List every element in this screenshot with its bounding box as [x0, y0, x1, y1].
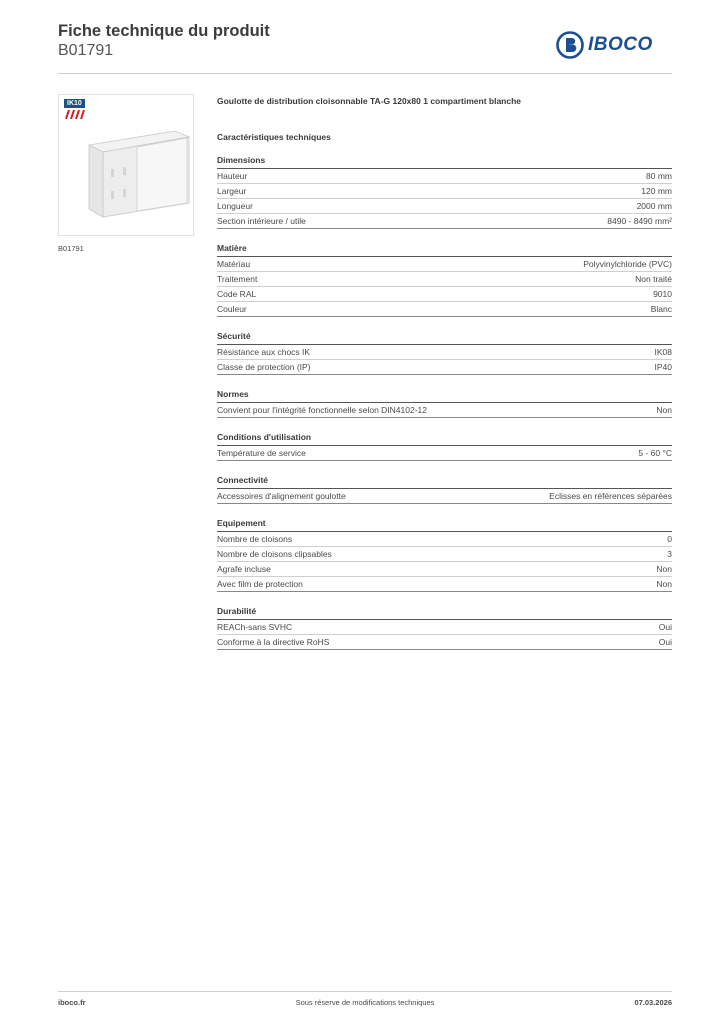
spec-label: Nombre de cloisons clipsables	[217, 549, 332, 559]
spec-value: Blanc	[650, 304, 672, 314]
section-title: Normes	[217, 389, 672, 403]
spec-label: Hauteur	[217, 171, 248, 181]
ik-badge: IK10	[64, 99, 85, 108]
spec-value: IK08	[654, 347, 672, 357]
spec-label: Longueur	[217, 201, 253, 211]
section-connectivity	[217, 475, 672, 504]
product-name: Goulotte de distribution cloisonnable TA-G 120x80 1 compartiment blanche	[217, 96, 522, 106]
section-title: Sécurité	[217, 331, 672, 345]
section-title: Matière	[217, 243, 672, 257]
spec-value: Non traité	[635, 274, 672, 284]
section-dimensions	[217, 155, 672, 229]
spec-row	[217, 620, 672, 635]
spec-row	[217, 635, 672, 650]
iboco-b-roundel-icon	[556, 31, 584, 59]
spec-row	[217, 302, 672, 317]
spec-sheet	[217, 95, 672, 650]
spec-row	[217, 287, 672, 302]
section-equipment	[217, 518, 672, 592]
section-title: Durabilité	[217, 606, 672, 620]
spec-value: Oui	[658, 637, 672, 647]
spec-label: Résistance aux chocs IK	[217, 347, 311, 357]
spec-label: Température de service	[217, 448, 306, 458]
spec-row	[217, 257, 672, 272]
spec-row	[217, 547, 672, 562]
product-image	[58, 94, 194, 236]
spec-label: Avec film de protection	[217, 579, 303, 589]
spec-row	[217, 214, 672, 229]
spec-label: Code RAL	[217, 289, 257, 299]
spec-value: 80 mm	[646, 171, 672, 181]
section-sustainability	[217, 606, 672, 650]
spec-label: Traitement	[217, 274, 258, 284]
header	[58, 22, 270, 60]
logo-wordmark: IBOCO	[588, 34, 653, 55]
spec-value: Oui	[658, 622, 672, 632]
spec-label: Section intérieure / utile	[217, 216, 306, 226]
spec-label: Convient pour l'intégrité fonctionnelle selon DIN4102-12	[217, 405, 428, 415]
spec-row	[217, 169, 672, 184]
spec-value: IP40	[654, 362, 672, 372]
spec-value: 2000 mm	[636, 201, 672, 211]
image-caption: B01791	[58, 244, 84, 253]
spec-row	[217, 199, 672, 214]
spec-label: Matériau	[217, 259, 251, 269]
tech-characteristics-heading: Caractéristiques techniques	[217, 132, 331, 142]
spec-label: Nombre de cloisons	[217, 534, 293, 544]
section-title: Conditions d'utilisation	[217, 432, 672, 446]
spec-row	[217, 489, 672, 504]
spec-label: Accessoires d'alignement goulotte	[217, 491, 346, 501]
spec-row	[217, 446, 672, 461]
spec-label: Couleur	[217, 304, 247, 314]
header-divider	[58, 73, 672, 74]
spec-row	[217, 403, 672, 418]
section-title: Connectivité	[217, 475, 672, 489]
spec-row	[217, 532, 672, 547]
footer-divider	[58, 991, 672, 992]
spec-label: Agrafe incluse	[217, 564, 271, 574]
section-material	[217, 243, 672, 317]
spec-row	[217, 562, 672, 577]
footer-website-link[interactable]: iboco.fr	[58, 998, 86, 1007]
spec-value: 5 - 60 °C	[638, 448, 672, 458]
spec-value: Eclisses en références séparées	[549, 491, 672, 501]
spec-value: Polyvinylchloride (PVC)	[583, 259, 672, 269]
section-title: Equipement	[217, 518, 672, 532]
iboco-logo	[556, 30, 676, 60]
section-title: Dimensions	[217, 155, 672, 169]
spec-label: Conforme à la directive RoHS	[217, 637, 330, 647]
spec-value: Non	[656, 564, 672, 574]
footer	[58, 998, 672, 1008]
spec-value: 9010	[653, 289, 672, 299]
section-safety	[217, 331, 672, 375]
footer-date: 07.03.2026	[634, 998, 672, 1007]
footer-disclaimer: Sous réserve de modifications techniques	[295, 998, 435, 1007]
spec-value: 120 mm	[641, 186, 672, 196]
spec-value: Non	[656, 405, 672, 415]
spec-row	[217, 184, 672, 199]
spec-row	[217, 345, 672, 360]
page-title: Fiche technique du produit	[58, 22, 270, 40]
spec-label: Classe de protection (IP)	[217, 362, 311, 372]
product-code: B01791	[58, 42, 114, 59]
spec-label: Largeur	[217, 186, 247, 196]
spec-value: 8490 - 8490 mm²	[607, 216, 672, 226]
spec-value: Non	[656, 579, 672, 589]
spec-row	[217, 577, 672, 592]
cable-trunking-illustration	[87, 125, 191, 229]
section-usage-conditions	[217, 432, 672, 461]
spec-row	[217, 360, 672, 375]
section-standards	[217, 389, 672, 418]
spec-value: 0	[667, 534, 672, 544]
spec-label: REACh-sans SVHC	[217, 622, 293, 632]
spec-row	[217, 272, 672, 287]
ik-impact-stripes-icon	[64, 110, 88, 119]
spec-value: 3	[667, 549, 672, 559]
